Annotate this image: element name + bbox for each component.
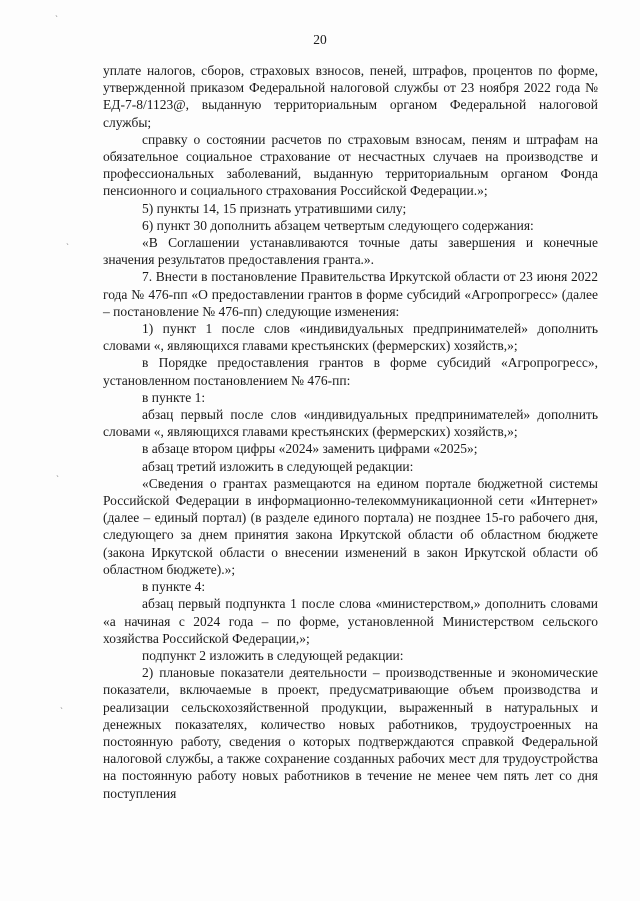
- scan-artifact: ˎ: [66, 235, 69, 245]
- paragraph: 7. Внести в постановление Правительства Иркутской области от 23 июня 2022 года № 476-пп «О предоставлении грантов в форме субсидий «Агропрогресс» (далее – постановление № 476-пп) следующие изменения:: [103, 269, 598, 319]
- paragraph: абзац третий изложить в следующей редакции:: [142, 458, 414, 474]
- paragraph: в абзаце втором цифры «2024» заменить цифрами «2025»;: [142, 441, 478, 457]
- paragraph: 5) пункты 14, 15 признать утратившими силу;: [142, 200, 407, 216]
- paragraph: 6) пункт 30 дополнить абзацем четвертым следующего содержания:: [142, 217, 534, 233]
- document-body: [103, 62, 598, 802]
- paragraph: 2) плановые показатели деятельности – производственные и экономические показатели, включаемые в проект, предусматривающие объем производства и реализации сельскохозяйственной продукции, выраженный в натуральных и денежных показателях, количество новых работников, трудоустроенных на постоянную работу, сведения о которых подтверждаются справкой Федеральной налоговой службы, а также сохранение созданных рабочих мест для трудоустройства на постоянную работу новых работников в течение не менее чем пять лет со дня поступления: [103, 665, 598, 801]
- scan-artifact: ˎ: [60, 699, 63, 709]
- scan-artifact: ˎ: [56, 467, 59, 477]
- paragraph: «В Соглашении устанавливаются точные даты завершения и конечные значения результатов предоставления гранта.».: [103, 235, 598, 268]
- paragraph: справку о состоянии расчетов по страховым взносам, пеням и штрафам на обязательное социальное страхование от несчастных случаев на производстве и профессиональных заболеваний, выданную территориальным органом Фонда пенсионного и социального страхования Российской Федерации.»;: [103, 131, 598, 199]
- paragraph: уплате налогов, сборов, страховых взносов, пеней, штрафов, процентов по форме, утвержденной приказом Федеральной налоговой службы от 23 ноября 2022 года № ЕД-7-8/1123@, выданную территориальным органом Федеральной налоговой службы;: [103, 63, 598, 130]
- page-number: 20: [313, 32, 327, 47]
- paragraph: в Порядке предоставления грантов в форме субсидий «Агропрогресс», установленном постановлением № 476-пп:: [103, 355, 598, 388]
- paragraph: абзац первый подпункта 1 после слова «министерством,» дополнить словами «а начиная с 2024 года – по форме, установленной Министерством сельского хозяйства Российской Федерации,»;: [103, 596, 598, 646]
- paragraph: 1) пункт 1 после слов «индивидуальных предпринимателей» дополнить словами «, являющихся главами крестьянских (фермерских) хозяйств,»;: [103, 321, 598, 354]
- paragraph: абзац первый после слов «индивидуальных предпринимателей» дополнить словами «, являющихся главами крестьянских (фермерских) хозяйств,»;: [103, 407, 598, 440]
- paragraph: «Сведения о грантах размещаются на едином портале бюджетной системы Российской Федерации в информационно-телекоммуникационной сети «Интернет» (далее – единый портал) (в разделе единого портала) не позднее 15-го рабочего дня, следующего за днем принятия закона Иркутской области об областном бюджете (закона Иркутской области о внесении изменений в закон Иркутской области об областном бюджете).»;: [103, 475, 598, 577]
- paragraph: подпункт 2 изложить в следующей редакции:: [142, 647, 404, 663]
- scan-artifact: ˎ: [55, 7, 58, 17]
- paragraph: в пункте 1:: [142, 389, 206, 405]
- paragraph: в пункте 4:: [142, 579, 206, 595]
